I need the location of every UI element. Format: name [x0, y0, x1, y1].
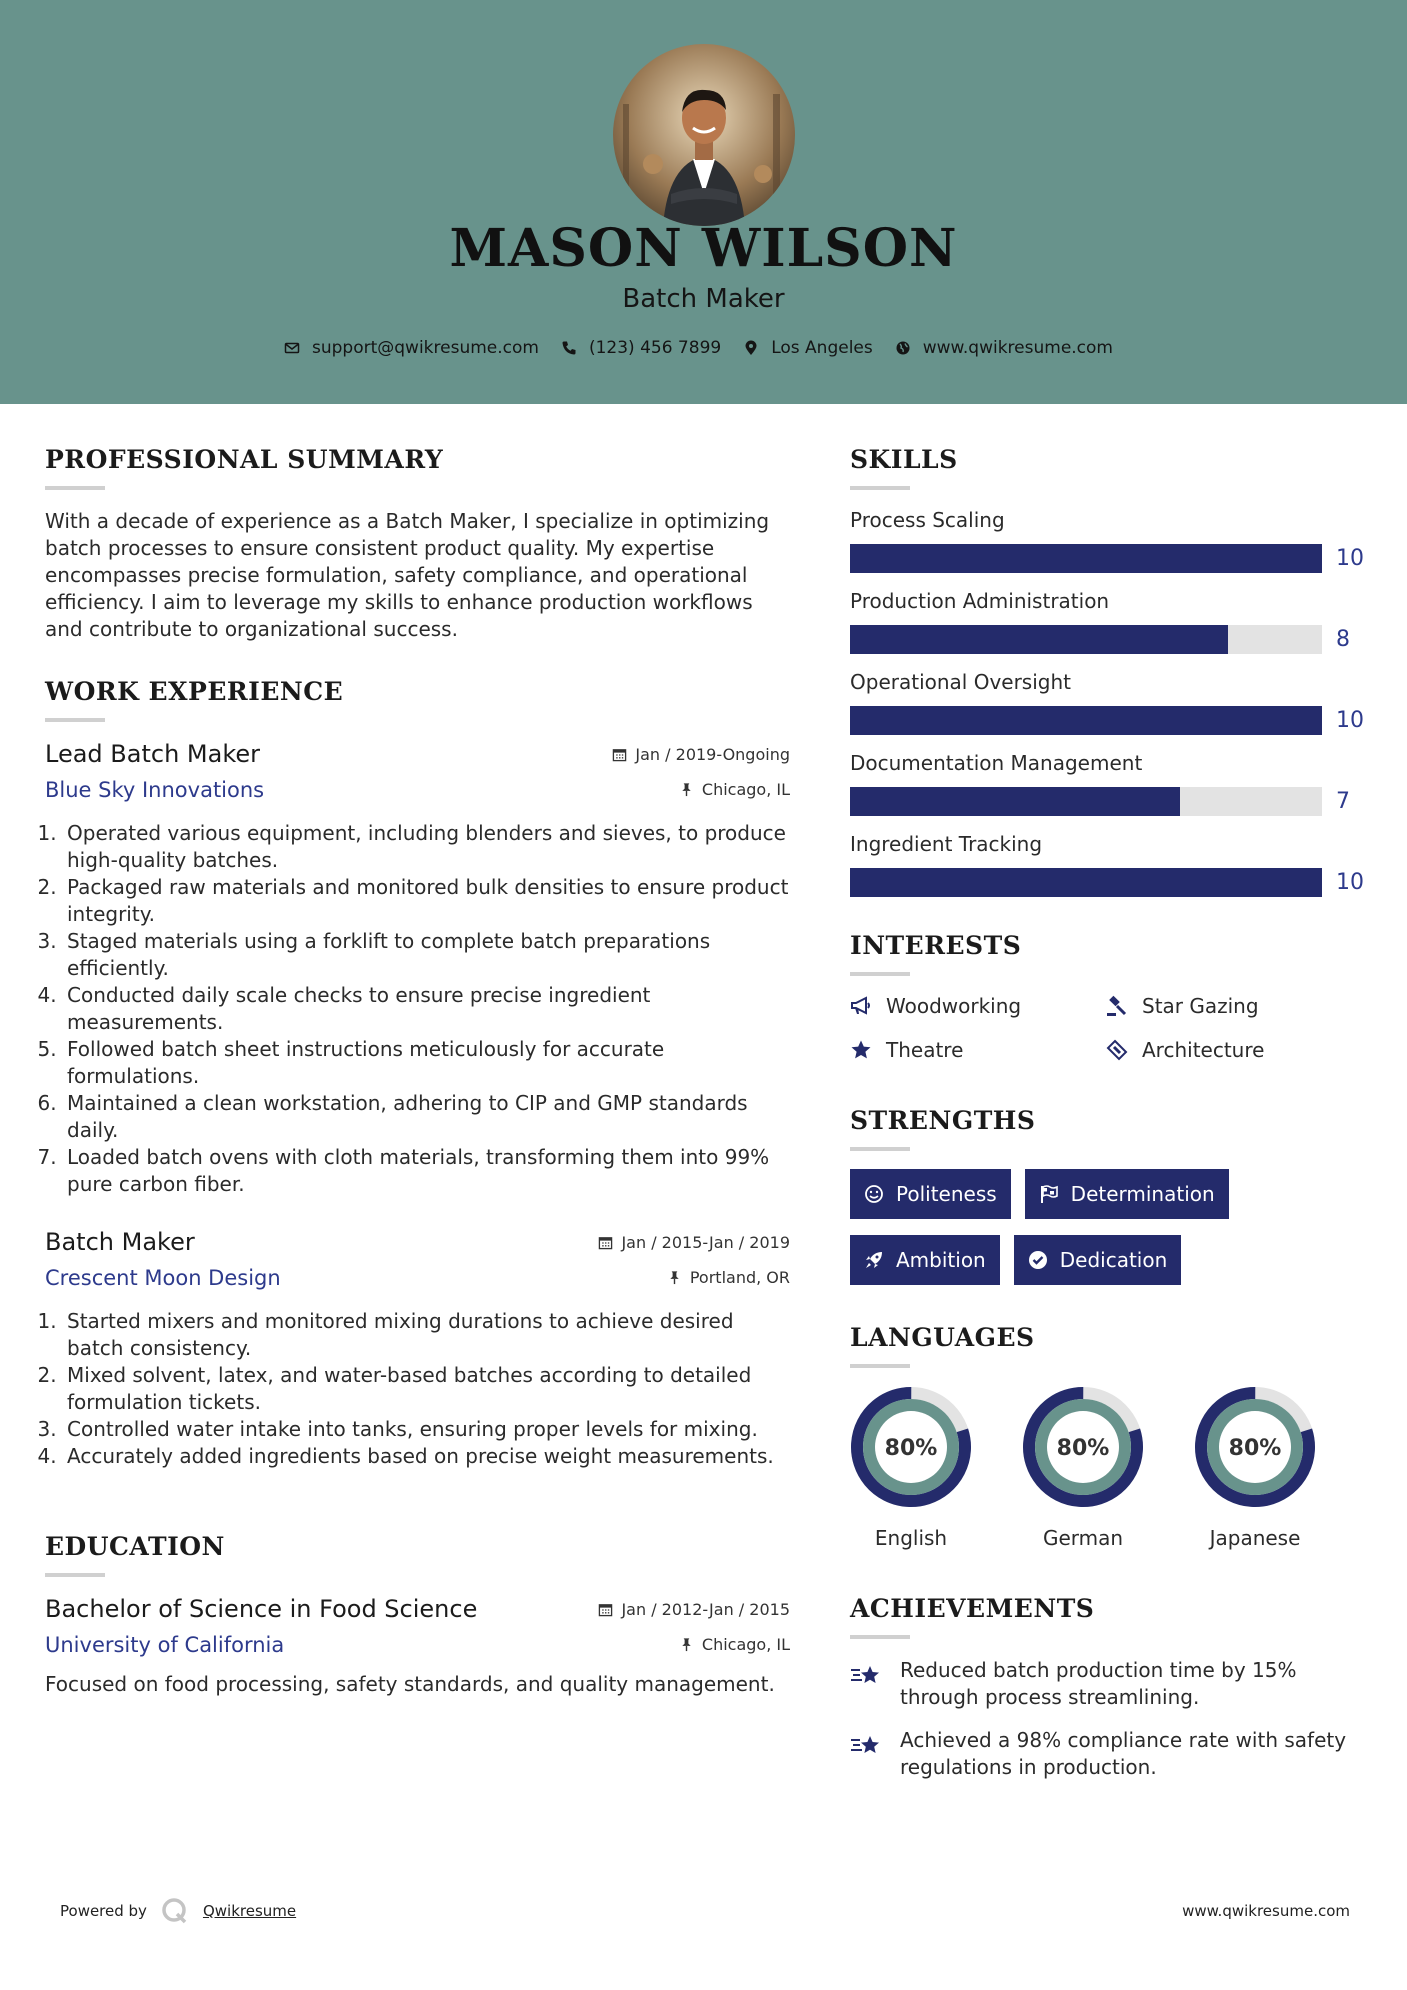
job-dates: Jan / 2015-Jan / 2019 — [598, 1233, 790, 1252]
email-text: support@qwikresume.com — [312, 338, 539, 358]
strength-badge: Determination — [1025, 1169, 1229, 1219]
skill-name: Production Administration — [850, 589, 1110, 613]
phone-icon — [561, 340, 577, 356]
powered-by — [60, 1897, 296, 1925]
job-entry — [45, 1228, 790, 1470]
summary-section — [45, 445, 790, 643]
languages-section — [850, 1323, 1370, 1550]
language-percent: 80% — [1056, 1436, 1110, 1461]
strength-badge: Dedication — [1014, 1235, 1182, 1285]
language-ring — [1194, 1386, 1316, 1508]
skill-value: 8 — [1336, 627, 1350, 652]
interests-heading: INTERESTS — [850, 931, 1022, 960]
list-item: 2. Mixed solvent, latex, and water-based batches according to detailed formulation tickets. — [63, 1362, 790, 1416]
language-name: Japanese — [1209, 1526, 1301, 1550]
contact-location — [743, 338, 873, 358]
contact-bar — [0, 338, 1407, 358]
achievements-heading: ACHIEVEMENTS — [850, 1594, 1095, 1623]
list-item: 3. Controlled water intake into tanks, ensuring proper levels for mixing. — [63, 1416, 790, 1443]
skill-value: 10 — [1336, 870, 1364, 895]
language-percent: 80% — [884, 1436, 938, 1461]
job-location: Chicago, IL — [679, 780, 790, 799]
experience-section — [45, 677, 790, 1470]
list-item: 1. Operated various equipment, including blenders and sieves, to produce high-quality batches. — [63, 820, 790, 874]
skill-bar — [850, 868, 1322, 897]
page-footer — [60, 1897, 1350, 1925]
gavel-icon — [1106, 995, 1128, 1017]
section-divider — [850, 1147, 910, 1151]
section-divider — [45, 718, 105, 722]
achievements-section — [850, 1594, 1370, 1781]
skills-section — [850, 445, 1370, 897]
candidate-title: Batch Maker — [622, 284, 785, 314]
contact-phone[interactable] — [561, 338, 721, 358]
job-title: Lead Batch Maker — [45, 740, 260, 768]
experience-heading: WORK EXPERIENCE — [45, 677, 344, 706]
skill-value: 10 — [1336, 546, 1364, 571]
list-item: 5. Followed batch sheet instructions meticulously for accurate formulations. — [63, 1036, 790, 1090]
section-divider — [850, 1364, 910, 1368]
contact-email[interactable] — [284, 338, 539, 358]
location-text: Los Angeles — [771, 338, 873, 358]
candidate-name: MASON WILSON — [449, 218, 958, 279]
website-text: www.qwikresume.com — [922, 338, 1113, 358]
globe-icon — [895, 340, 911, 356]
degree-title: Bachelor of Science in Food Science — [45, 1595, 478, 1623]
resume-header — [0, 0, 1407, 404]
achievement-item: Reduced batch production time by 15% through process streamlining. — [850, 1657, 1370, 1711]
skill-bar-fill — [850, 868, 1322, 897]
skill-item — [850, 508, 1370, 573]
skill-name: Operational Oversight — [850, 670, 1071, 694]
achievement-item: Achieved a 98% compliance rate with safety regulations in production. — [850, 1727, 1370, 1781]
education-location: Chicago, IL — [679, 1635, 790, 1654]
education-heading: EDUCATION — [45, 1532, 225, 1561]
language-percent: 80% — [1228, 1436, 1282, 1461]
strength-badge: Politeness — [850, 1169, 1011, 1219]
section-divider — [850, 1635, 910, 1639]
skill-item — [850, 670, 1370, 735]
section-divider — [850, 972, 910, 976]
language-item — [1022, 1386, 1144, 1550]
profile-photo — [613, 44, 795, 226]
list-item: 4. Accurately added ingredients based on precise weight measurements. — [63, 1443, 790, 1470]
phone-text: (123) 456 7899 — [588, 338, 722, 358]
star-icon — [850, 1039, 872, 1061]
skill-bar-fill — [850, 544, 1322, 573]
section-divider — [45, 486, 105, 490]
job-dates: Jan / 2019-Ongoing — [612, 745, 790, 764]
pushpin-icon — [679, 1637, 694, 1652]
school-name: University of California — [45, 1633, 285, 1657]
pushpin-icon — [667, 1270, 682, 1285]
skill-bar-fill — [850, 625, 1228, 654]
section-divider — [850, 486, 910, 490]
skill-bar-fill — [850, 787, 1180, 816]
interests-section — [850, 931, 1370, 1062]
calendar-icon — [612, 747, 627, 762]
flag-icon — [1039, 1184, 1059, 1204]
duty-list — [45, 820, 790, 1198]
skill-bar-fill — [850, 706, 1322, 735]
calendar-icon — [598, 1235, 613, 1250]
list-item: 7. Loaded batch ovens with cloth materials, transforming them into 99% pure carbon fiber. — [63, 1144, 790, 1198]
languages-heading: LANGUAGES — [850, 1323, 1035, 1352]
left-column — [45, 445, 790, 1698]
skill-bar — [850, 706, 1322, 735]
summary-text: With a decade of experience as a Batch Maker, I specialize in optimizing batch processes to ensure consistent product quality. My expertise encompasses precise formulation, safety compliance, and operational efficiency. I aim to leverage my skills to enhance production workflows and contribute to organizational success. — [45, 509, 770, 641]
skill-item — [850, 751, 1370, 816]
education-dates: Jan / 2012-Jan / 2015 — [598, 1600, 790, 1619]
check-circle-icon — [1028, 1250, 1048, 1270]
language-item — [850, 1386, 972, 1550]
skills-list — [850, 508, 1370, 897]
duty-list — [45, 1308, 790, 1470]
skill-bar — [850, 544, 1322, 573]
job-location: Portland, OR — [667, 1268, 790, 1287]
qwikresume-logo-icon — [161, 1897, 189, 1925]
map-marker-icon — [743, 340, 759, 356]
language-ring — [1022, 1386, 1144, 1508]
interest-item: Theatre — [850, 1038, 1106, 1062]
skill-value: 10 — [1336, 708, 1364, 733]
interest-item: Woodworking — [850, 994, 1106, 1018]
brand-link[interactable]: Qwikresume — [202, 1902, 297, 1920]
job-title: Batch Maker — [45, 1228, 195, 1256]
list-item: 6. Maintained a clean workstation, adhering to CIP and GMP standards daily. — [63, 1090, 790, 1144]
contact-website[interactable] — [895, 338, 1113, 358]
interest-item: Architecture — [1106, 1038, 1356, 1062]
footer-site-link[interactable]: www.qwikresume.com — [1182, 1902, 1350, 1920]
bullhorn-icon — [850, 995, 872, 1017]
skill-bar — [850, 787, 1322, 816]
language-name: German — [1042, 1526, 1124, 1550]
list-item: 2. Packaged raw materials and monitored bulk densities to ensure product integrity. — [63, 874, 790, 928]
calendar-icon — [598, 1602, 613, 1617]
skill-name: Ingredient Tracking — [850, 832, 1043, 856]
interest-item: Star Gazing — [1106, 994, 1356, 1018]
language-item — [1194, 1386, 1316, 1550]
rocket-icon — [864, 1250, 884, 1270]
list-item: 1. Started mixers and monitored mixing durations to achieve desired batch consistency. — [63, 1308, 790, 1362]
summary-heading: PROFESSIONAL SUMMARY — [45, 445, 444, 474]
strength-badge: Ambition — [850, 1235, 1000, 1285]
list-item: 3. Staged materials using a forklift to complete batch preparations efficiently. — [63, 928, 790, 982]
shooting-star-icon — [850, 1731, 882, 1761]
list-item: 4. Conducted daily scale checks to ensure precise ingredient measurements. — [63, 982, 790, 1036]
job-entry — [45, 740, 790, 1198]
envelope-icon — [284, 340, 300, 356]
company-name: Crescent Moon Design — [45, 1266, 281, 1290]
shooting-star-icon — [850, 1661, 882, 1691]
language-name: English — [874, 1526, 948, 1550]
skill-name: Process Scaling — [850, 508, 1005, 532]
language-ring — [850, 1386, 972, 1508]
education-section — [45, 1532, 790, 1698]
pushpin-icon — [679, 782, 694, 797]
section-divider — [45, 1573, 105, 1577]
skill-value: 7 — [1336, 789, 1350, 814]
skill-bar — [850, 625, 1322, 654]
skills-heading: SKILLS — [850, 445, 958, 474]
ticket-icon — [1106, 1039, 1128, 1061]
right-column — [850, 445, 1370, 1797]
skill-name: Documentation Management — [850, 751, 1143, 775]
strengths-heading: STRENGTHS — [850, 1106, 1036, 1135]
education-description: Focused on food processing, safety standards, and quality management. — [45, 1672, 775, 1696]
skill-item — [850, 832, 1370, 897]
powered-by-label: Powered by — [60, 1902, 147, 1920]
skill-item — [850, 589, 1370, 654]
strengths-section — [850, 1106, 1370, 1285]
company-name: Blue Sky Innovations — [45, 778, 265, 802]
smile-icon — [864, 1184, 884, 1204]
